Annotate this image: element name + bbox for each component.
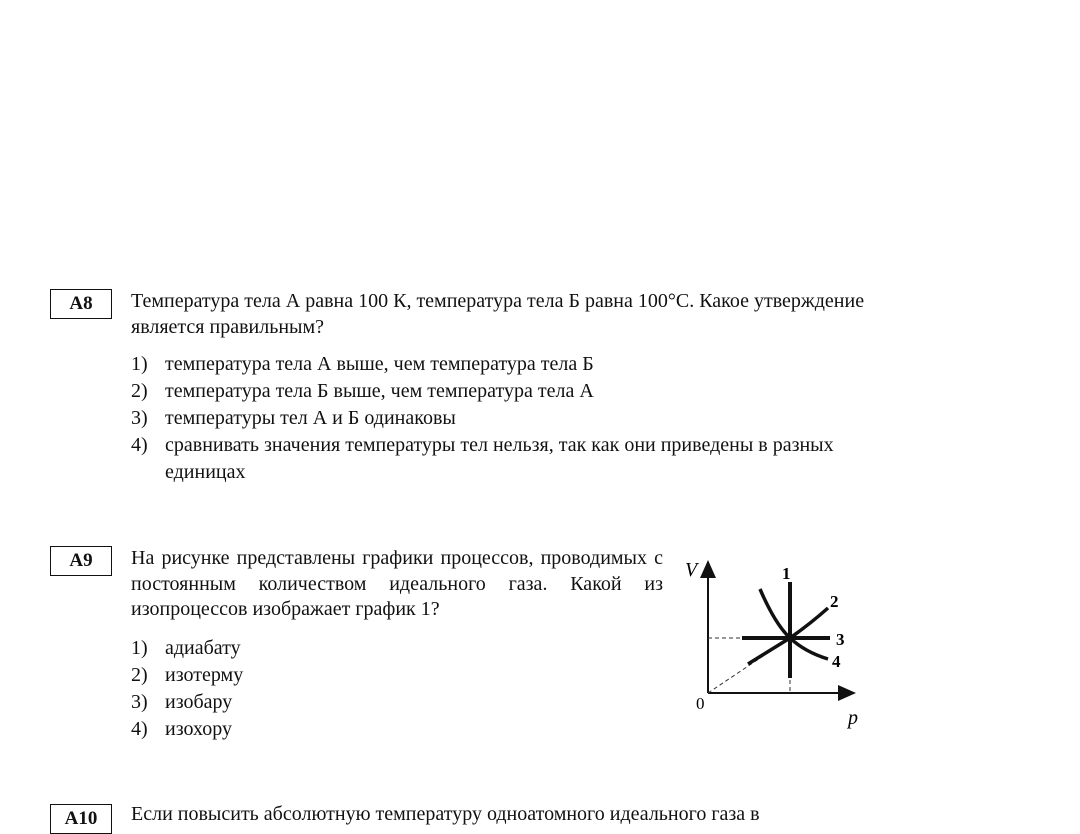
curve-label-1: 1 bbox=[782, 564, 791, 583]
question-text-a9: На рисунке представлены графики процессов, проводимых с постоянным количеством идеального газа. Какой из изопроцессов изображает график 1? bbox=[131, 547, 663, 620]
v-axis-label: V bbox=[685, 559, 698, 581]
answer-option[interactable] bbox=[131, 635, 531, 662]
question-number-a10: A10 bbox=[50, 804, 112, 834]
answer-option[interactable] bbox=[131, 716, 531, 743]
p-axis-label: p bbox=[848, 707, 858, 729]
option-number: 1) bbox=[131, 353, 148, 375]
option-number: 4) bbox=[131, 434, 148, 456]
origin-label: 0 bbox=[696, 694, 705, 713]
option-number: 3) bbox=[131, 691, 148, 713]
option-number: 3) bbox=[131, 407, 148, 429]
answer-option[interactable] bbox=[131, 378, 891, 405]
option-number: 1) bbox=[131, 637, 148, 659]
option-number: 2) bbox=[131, 380, 148, 402]
option-text: изобару bbox=[165, 691, 233, 713]
option-text: изотерму bbox=[165, 664, 244, 686]
answer-option[interactable] bbox=[131, 351, 891, 378]
curve-label-4: 4 bbox=[832, 652, 841, 671]
question-text-a10: Если повысить абсолютную температуру одноатомного идеального газа в bbox=[131, 803, 760, 825]
question-number-a8: A8 bbox=[50, 289, 112, 319]
option-text: адиабату bbox=[165, 637, 241, 659]
option-number: 4) bbox=[131, 718, 148, 740]
answer-option[interactable] bbox=[131, 689, 531, 716]
vp-diagram bbox=[680, 552, 880, 732]
option-text: температуры тел А и Б одинаковы bbox=[165, 407, 456, 429]
option-text: температура тела А выше, чем температура тела Б bbox=[165, 353, 594, 375]
option-text: изохору bbox=[165, 718, 232, 740]
option-text: температура тела Б выше, чем температура тела А bbox=[165, 380, 594, 402]
option-number: 2) bbox=[131, 664, 148, 686]
option-text: сравнивать значения температуры тел нельзя, так как они приведены в разных единицах bbox=[165, 434, 834, 483]
question-text-a8: Температура тела А равна 100 К, температура тела Б равна 100°С. Какое утверждение является правильным? bbox=[131, 290, 865, 338]
answer-options-a9 bbox=[131, 635, 531, 743]
answer-option[interactable] bbox=[131, 405, 891, 432]
answer-option[interactable] bbox=[131, 432, 891, 486]
curve-label-2: 2 bbox=[830, 592, 839, 611]
question-number-a9: A9 bbox=[50, 546, 112, 576]
answer-options-a8 bbox=[131, 351, 891, 486]
curve-label-3: 3 bbox=[836, 630, 845, 649]
answer-option[interactable] bbox=[131, 662, 531, 689]
